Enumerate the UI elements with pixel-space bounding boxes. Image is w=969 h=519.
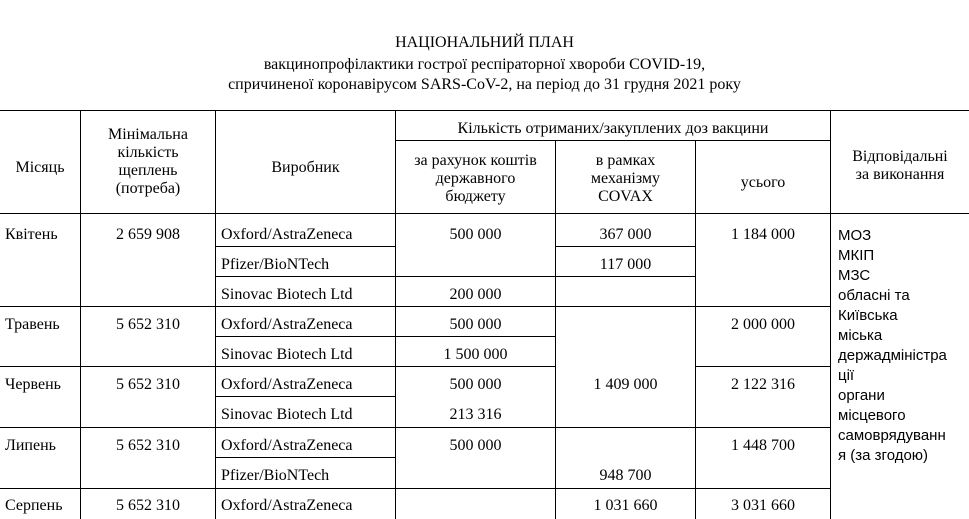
total-cell: 2 000 000 xyxy=(731,316,795,333)
manufacturer-cell: Oxford/AstraZeneca xyxy=(221,316,353,333)
covax-cell: 117 000 xyxy=(599,256,652,273)
manufacturer-cell: Sinovac Biotech Ltd xyxy=(221,406,353,423)
header-total: усього xyxy=(740,174,786,191)
manufacturer-cell: Sinovac Biotech Ltd xyxy=(221,286,353,303)
month-name: Серпень xyxy=(5,497,63,514)
header-manufacturer: Виробник xyxy=(271,159,340,176)
title-line-1: НАЦІОНАЛЬНИЙ ПЛАН xyxy=(395,34,574,51)
month-name: Липень xyxy=(5,437,56,454)
budget-cell: 200 000 xyxy=(449,286,502,303)
min-count-value: 5 652 310 xyxy=(116,437,180,454)
manufacturer-cell: Oxford/AstraZeneca xyxy=(221,437,353,454)
title-line-2: вакцинопрофілактики гострої респіраторної хвороби COVID-19, xyxy=(263,56,706,73)
header-min-count: Мінімальна кількість щеплень (потреба) xyxy=(108,126,188,197)
header-month: Місяць xyxy=(15,159,65,176)
manufacturer-cell: Oxford/AstraZeneca xyxy=(221,226,353,243)
header-state-budget: за рахунок коштів державного бюджету xyxy=(414,152,537,205)
total-cell: 1 448 700 xyxy=(731,437,795,454)
total-cell: 2 122 316 xyxy=(731,376,795,393)
min-count-value: 5 652 310 xyxy=(116,376,180,393)
budget-cell: 213 316 xyxy=(449,406,502,423)
header-doses-group: Кількість отриманих/закуплених доз вакцини xyxy=(457,120,769,137)
header-covax: в рамках механізму COVAX xyxy=(590,152,661,205)
month-name: Травень xyxy=(5,316,60,333)
month-name: Квітень xyxy=(5,226,58,243)
month-name: Червень xyxy=(5,376,61,393)
manufacturer-cell: Sinovac Biotech Ltd xyxy=(221,346,353,363)
responsible-list: МОЗ МКІП МЗС обласні та Київська міська держадміністра ції органи місцевого самоврядуванн я (за згодою) xyxy=(838,227,947,464)
header-responsible: Відповідальні за виконання xyxy=(852,148,948,183)
budget-cell: 500 000 xyxy=(449,226,502,243)
budget-cell: 500 000 xyxy=(449,437,502,454)
min-count-value: 5 652 310 xyxy=(116,497,180,514)
manufacturer-cell: Oxford/AstraZeneca xyxy=(221,497,353,514)
manufacturer-cell: Oxford/AstraZeneca xyxy=(221,376,353,393)
covax-cell: 367 000 xyxy=(599,226,652,243)
covax-cell: 948 700 xyxy=(599,467,652,484)
manufacturer-cell: Pfizer/BioNTech xyxy=(221,256,330,273)
covax-cell: 1 409 000 xyxy=(593,376,658,393)
total-cell: 3 031 660 xyxy=(731,497,795,514)
manufacturer-cell: Pfizer/BioNTech xyxy=(221,467,330,484)
min-count-value: 5 652 310 xyxy=(116,316,180,333)
budget-cell: 1 500 000 xyxy=(443,346,508,363)
budget-cell: 500 000 xyxy=(449,316,502,333)
covax-cell: 1 031 660 xyxy=(593,497,658,514)
total-cell: 1 184 000 xyxy=(731,226,795,243)
title-line-3: спричиненої коронавірусом SARS-CoV-2, на період до 31 грудня 2021 року xyxy=(228,76,741,93)
budget-cell: 500 000 xyxy=(449,376,502,393)
min-count-value: 2 659 908 xyxy=(116,226,180,243)
